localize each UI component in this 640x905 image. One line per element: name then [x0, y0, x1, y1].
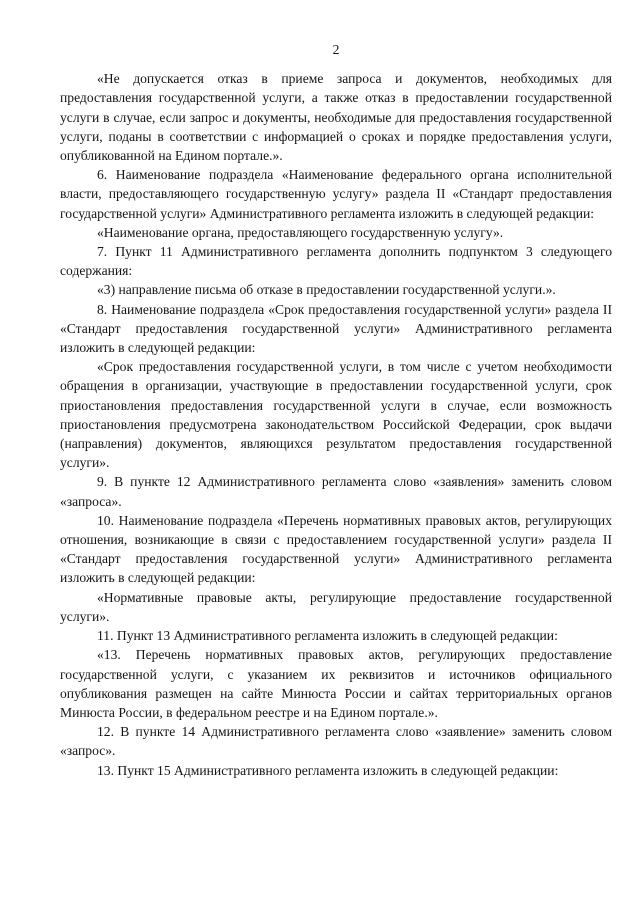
paragraph-item-10-quote: «Нормативные правовые акты, регулирующие предоставление государственной услуги».	[60, 589, 612, 624]
paragraph-item-10: 10. Наименование подраздела «Перечень нормативных правовых актов, регулирующих отношения, возникающие в связи с предоставлением государственной услуги» раздела II «Стандарт предоставления государственной услуги» Административного регламента изложить в следующей редакции:	[60, 512, 612, 586]
paragraph-item-6-quote: «Наименование органа, предоставляющего государственную услугу».	[97, 224, 504, 240]
paragraph-item-7-quote: «3) направление письма об отказе в предоставлении государственной услуги.».	[97, 282, 556, 298]
paragraph-quote-refusal: «Не допускается отказ в приеме запроса и документов, необходимых для предоставления государственной услуги, а также отказ в предоставлении государственной услуги в случае, если запрос и документы, необходимые для предоставления государственной услуги, поданы в соответствии с информацией о сроках и порядке предоставления услуги, опубликованной на Едином портале.».	[60, 71, 612, 164]
paragraph-item-7: 7. Пункт 11 Административного регламента дополнить подпунктом 3 следующего содержания:	[60, 244, 612, 279]
paragraph-item-6: 6. Наименование подраздела «Наименование федерального органа исполнительной власти, предоставляющего государственную услугу» раздела II «Стандарт предоставления государственной услуги» Административного регламента изложить в следующей редакции:	[60, 167, 612, 221]
paragraph-item-12: 12. В пункте 14 Административного регламента слово «заявление» заменить словом «запрос».	[60, 724, 612, 759]
paragraph-item-9: 9. В пункте 12 Административного регламента слово «заявления» заменить словом «запроса».	[60, 474, 612, 509]
paragraph-item-11: 11. Пункт 13 Административного регламента изложить в следующей редакции:	[97, 628, 558, 644]
paragraph-item-13: 13. Пункт 15 Административного регламента изложить в следующей редакции:	[97, 762, 559, 778]
page-number: 2	[332, 42, 340, 57]
paragraph-item-8-quote: «Срок предоставления государственной услуги, в том числе с учетом необходимости обращения в организации, участвующие в предоставлении государственной услуги, срок приостановления предоставления государственной услуги в случае, если возможность приостановления предусмотрена законодательством Российской Федерации, срок выдачи (направления) документов, являющихся результатом предоставления государственной услуги».	[60, 359, 612, 471]
paragraph-item-11-quote: «13. Перечень нормативных правовых актов, регулирующих предоставление государственной услуги, с указанием их реквизитов и источников официального опубликования размещен на сайте Минюста России и сайтах территориальных органов Минюста России, в федеральном реестре и на Едином портале.».	[60, 647, 612, 720]
paragraph-item-8: 8. Наименование подраздела «Срок предоставления государственной услуги» раздела II «Стандарт предоставления государственной услуги» Административного регламента изложить в следующей редакции:	[60, 301, 612, 356]
